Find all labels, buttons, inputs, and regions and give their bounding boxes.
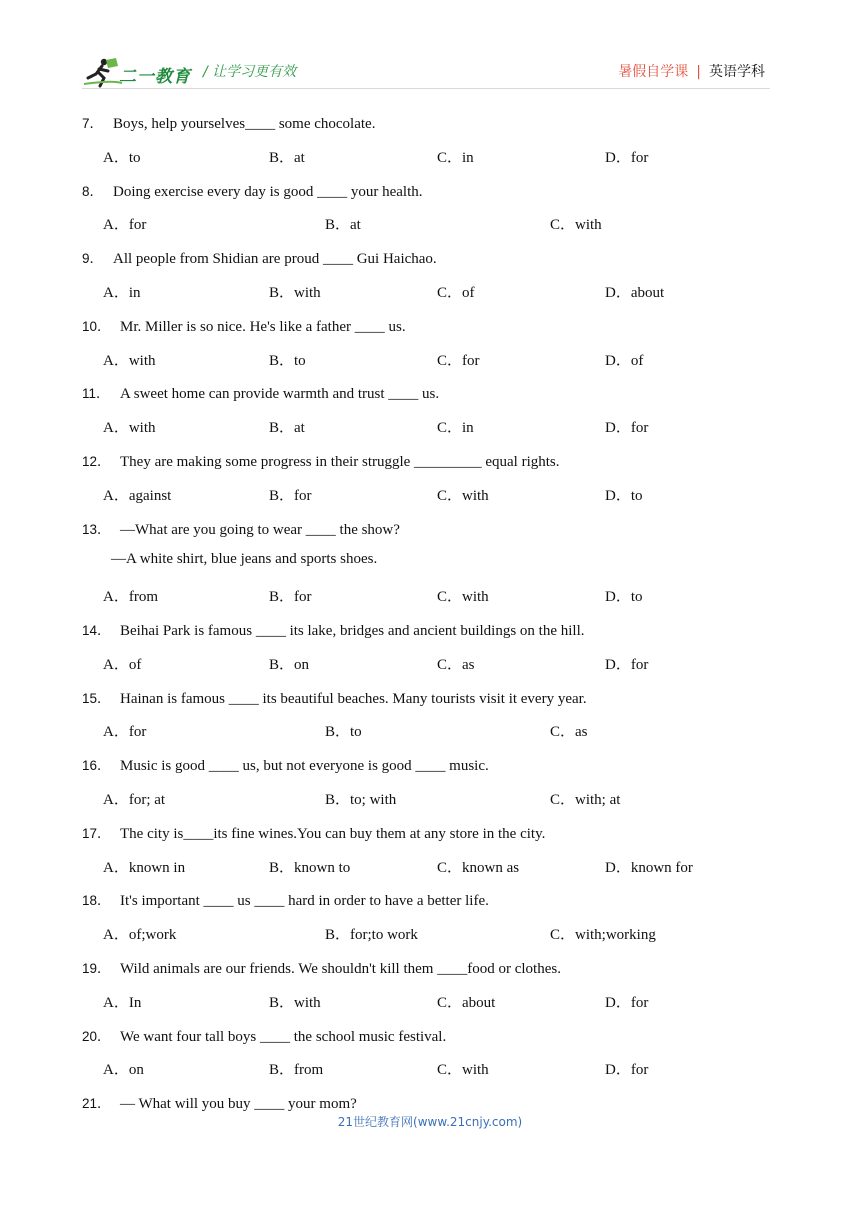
answer-option: B．with bbox=[269, 994, 321, 1011]
answer-option: A．known in bbox=[103, 859, 186, 876]
answer-option: C．in bbox=[437, 149, 474, 166]
question-text: A sweet home can provide warmth and trust ____ us. bbox=[120, 386, 440, 403]
answer-option: D．to bbox=[605, 589, 643, 606]
answer-option: A．In bbox=[103, 994, 142, 1011]
answer-option: D．for bbox=[605, 1062, 649, 1079]
answer-option: C．in bbox=[437, 420, 474, 437]
answer-option: D．for bbox=[605, 149, 649, 166]
question-number: 19． bbox=[82, 961, 111, 976]
question-text: Hainan is famous ____ its beautiful beaches. Many tourists visit it every year. bbox=[120, 690, 587, 707]
answer-option: B．for;to work bbox=[325, 927, 418, 944]
question-text: — What will you buy ____ your mom? bbox=[120, 1096, 357, 1113]
question-stem bbox=[82, 1025, 446, 1046]
question-stem bbox=[82, 1092, 357, 1113]
logo-text: 二一教育 bbox=[119, 67, 191, 87]
question-number: 15． bbox=[82, 690, 111, 706]
subject: 英语学科 bbox=[709, 64, 765, 80]
answer-option: A．with bbox=[103, 352, 156, 369]
question-number: 10． bbox=[82, 318, 111, 334]
course-type: 暑假自学课 bbox=[618, 64, 689, 80]
question-text: It's important ____ us ____ hard in order to have a better life. bbox=[120, 893, 489, 910]
question-stem bbox=[82, 957, 561, 978]
question-stem bbox=[82, 889, 489, 910]
answer-option: A．on bbox=[103, 1062, 144, 1079]
question-text: All people from Shidian are proud ____ Gui Haichao. bbox=[113, 251, 437, 268]
answer-option: B．known to bbox=[269, 859, 351, 876]
answer-option: C．with;working bbox=[550, 927, 656, 944]
answer-option: B．for bbox=[269, 487, 312, 504]
question-text: —What are you going to wear ____ the show? bbox=[120, 521, 400, 538]
question-number: 13． bbox=[82, 521, 111, 537]
answer-option: D．known for bbox=[605, 859, 693, 876]
header-course-label bbox=[618, 61, 765, 81]
answer-option: C．known as bbox=[437, 859, 520, 876]
question-number: 18． bbox=[82, 893, 111, 909]
answer-option: D．about bbox=[605, 285, 665, 301]
answer-option: B．on bbox=[269, 656, 310, 673]
answer-option: A．to bbox=[103, 149, 141, 166]
answer-option: A．for; at bbox=[103, 792, 166, 808]
answer-option: A．against bbox=[103, 487, 172, 504]
question-text: Mr. Miller is so nice. He's like a father ____ us. bbox=[120, 318, 406, 335]
question-stem bbox=[82, 112, 375, 133]
answer-option: A．of;work bbox=[103, 927, 177, 944]
answer-option: C．as bbox=[550, 724, 588, 741]
answer-option: D．to bbox=[605, 487, 643, 504]
question-text: We want four tall boys ____ the school music festival. bbox=[120, 1028, 447, 1045]
answer-option: A．of bbox=[103, 656, 142, 673]
question-number: 8． bbox=[82, 183, 104, 199]
question-text: Boys, help yourselves____ some chocolate. bbox=[113, 116, 376, 132]
answer-option: A．in bbox=[103, 285, 141, 301]
question-stem bbox=[82, 450, 560, 471]
question-stem bbox=[82, 180, 423, 201]
answer-option: B．at bbox=[269, 420, 305, 437]
question-stem bbox=[82, 382, 439, 403]
answer-option: A．from bbox=[103, 589, 158, 606]
question-number: 9． bbox=[82, 251, 104, 267]
question-number: 11． bbox=[82, 386, 110, 402]
answer-option: C．with bbox=[437, 487, 489, 504]
answer-option: A．with bbox=[103, 420, 156, 437]
answer-option: B．at bbox=[325, 217, 361, 234]
page-header bbox=[0, 0, 860, 100]
answer-option: B．to bbox=[269, 352, 306, 369]
answer-option: C．with bbox=[437, 1062, 489, 1079]
question-dialogue-line: —A white shirt, blue jeans and sports shoes. bbox=[111, 551, 378, 568]
answer-option: B．for bbox=[269, 589, 312, 606]
answer-option: C．of bbox=[437, 285, 475, 301]
answer-option: C．with bbox=[550, 217, 602, 234]
question-stem bbox=[82, 687, 587, 708]
question-stem bbox=[82, 518, 400, 539]
question-number: 21． bbox=[82, 1096, 111, 1112]
answer-option: D．of bbox=[605, 352, 644, 369]
question-stem bbox=[82, 619, 585, 640]
answer-option: B．to; with bbox=[325, 792, 397, 808]
question-text: Doing exercise every day is good ____ your health. bbox=[113, 183, 423, 200]
answer-option: A．for bbox=[103, 724, 147, 741]
answer-option: B．with bbox=[269, 285, 321, 301]
question-text: Music is good ____ us, but not everyone is good ____ music. bbox=[120, 758, 489, 775]
answer-option: A．for bbox=[103, 217, 147, 234]
question-number: 12． bbox=[82, 454, 111, 469]
question-text: They are making some progress in their struggle _________ equal rights. bbox=[120, 454, 560, 470]
question-text: The city is____its fine wines.You can buy them at any store in the city. bbox=[120, 825, 546, 842]
answer-option: C．for bbox=[437, 352, 480, 369]
answer-option: C．with; at bbox=[550, 792, 621, 808]
question-stem bbox=[82, 822, 545, 843]
answer-option: B．at bbox=[269, 149, 305, 166]
question-text: Beihai Park is famous ____ its lake, bridges and ancient buildings on the hill. bbox=[120, 623, 585, 639]
question-number: 20． bbox=[82, 1028, 111, 1044]
answer-option: D．for bbox=[605, 420, 649, 437]
slogan: / 让学习更有效 bbox=[203, 64, 297, 80]
footer-source: 21世纪教育网(www.21cnjy.com) bbox=[337, 1115, 523, 1129]
header-divider bbox=[82, 88, 770, 89]
answer-option: C．as bbox=[437, 656, 475, 673]
question-number: 7． bbox=[82, 116, 104, 131]
answer-option: B．from bbox=[269, 1062, 324, 1079]
question-text: Wild animals are our friends. We shouldn't kill them ____food or clothes. bbox=[120, 961, 561, 977]
question-number: 16． bbox=[82, 758, 111, 774]
question-stem bbox=[82, 247, 437, 268]
answer-option: C．about bbox=[437, 994, 496, 1011]
answer-option: B．to bbox=[325, 724, 362, 741]
answer-option: D．for bbox=[605, 994, 649, 1011]
header-separator: | bbox=[696, 64, 701, 80]
answer-option: C．with bbox=[437, 589, 489, 606]
question-stem bbox=[82, 315, 406, 336]
question-number: 17． bbox=[82, 825, 111, 841]
question-stem bbox=[82, 754, 489, 775]
question-number: 14． bbox=[82, 623, 111, 638]
answer-option: D．for bbox=[605, 656, 649, 673]
